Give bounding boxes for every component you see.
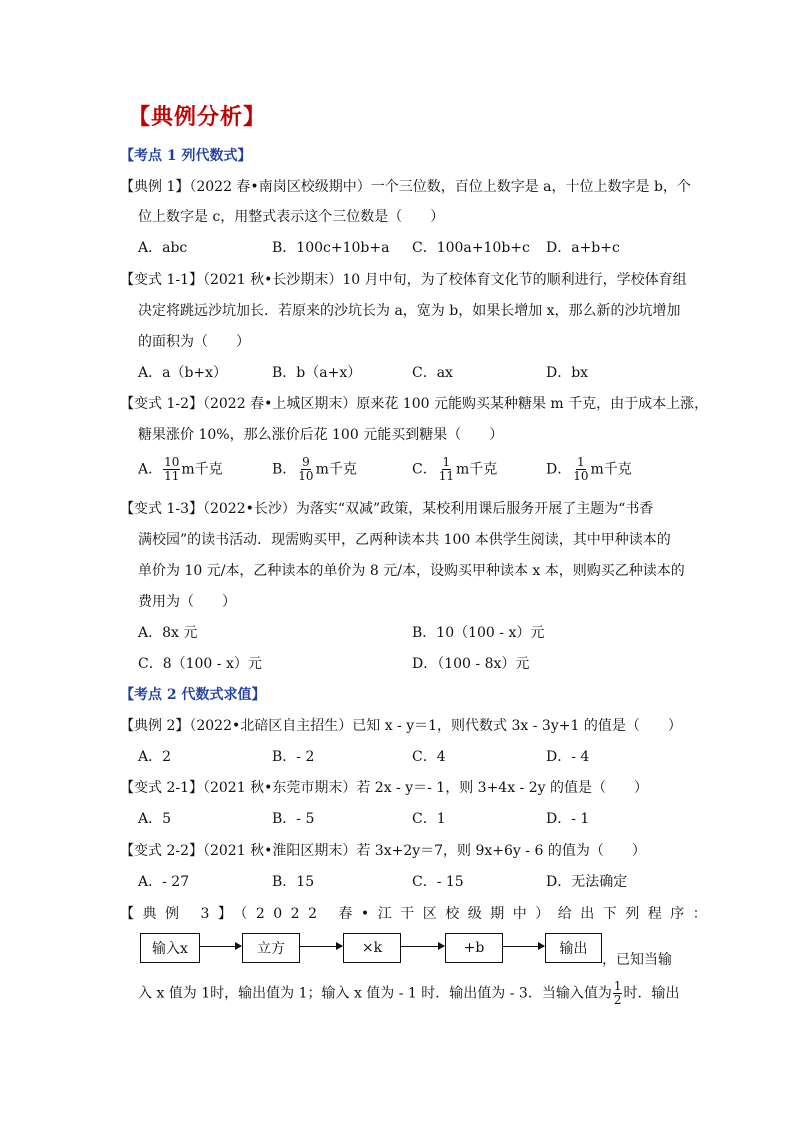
q2-line1: 【典例 2】（2022•北碚区自主招生）已知 x - y＝1，则代数式 3x - 3y+1 的值是（ ） xyxy=(120,718,682,734)
fraction-numerator: 1 xyxy=(613,979,622,993)
fraction-denominator: 2 xyxy=(613,993,622,1007)
section-title: 【典例分析】 xyxy=(128,104,267,130)
flow-box-output: 输出 xyxy=(545,933,602,963)
q22-option-c: C．- 15 xyxy=(412,874,464,890)
q12-a-prefix: A． xyxy=(138,461,163,478)
q21-option-d: D．- 1 xyxy=(546,811,590,827)
q11-line1: 【变式 1-1】（2021 秋•长沙期末）10 月中旬，为了校体育文化节的顺利进行，学校体育组 xyxy=(120,272,687,288)
q22-option-b: B．15 xyxy=(272,874,315,890)
q2-option-d: D．- 4 xyxy=(546,749,590,765)
topic-heading-1: 【考点 1 列代数式】 xyxy=(120,148,252,164)
q21-option-a: A．5 xyxy=(138,811,172,827)
fraction-numerator: 9 xyxy=(302,455,310,469)
q11-line3: 的面积为（ ） xyxy=(138,334,250,350)
topic-heading-2: 【考点 2 代数式求值】 xyxy=(120,687,266,703)
q13-option-d: D．（100 - 8x）元 xyxy=(412,656,530,672)
q1-line1: 【典例 1】（2022 春•南岗区校级期中）一个三位数，百位上数字是 a，十位上数字是 b，个 xyxy=(120,179,691,195)
q3-line2-text-b: 时．输出 xyxy=(623,985,680,1002)
q12-a-suffix: m千克 xyxy=(181,461,223,478)
q11-line2: 决定将跳远沙坑加长．若原来的沙坑长为 a，宽为 b，如果长增加 x，那么新的沙坑增加 xyxy=(138,303,681,319)
q22-line1: 【变式 2-2】（2021 秋•淮阳区期末）若 3x+2y＝7，则 9x+6y - 6 的值为（ ） xyxy=(120,843,646,859)
fraction-denominator: 11 xyxy=(164,469,180,483)
q13-line2: 满校园”的读书活动．现需购买甲，乙两种读本共 100 本供学生阅读，其中甲种读本的 xyxy=(138,532,671,548)
q13-line1: 【变式 1-3】（2022•长沙）为落实“双减”政策，某校利用课后服务开展了主题为“书香 xyxy=(120,501,654,517)
fraction xyxy=(297,456,314,483)
q1-line2: 位上数字是 c，用整式表示这个三位数是（ ） xyxy=(138,209,445,225)
q13-line4: 费用为（ ） xyxy=(138,594,236,610)
q3-line1: 【典例 3】（2022 春•江干区校级期中）给出下列程序： xyxy=(120,906,716,922)
q1-option-c: C．100a+10b+c xyxy=(412,240,530,256)
flow-arrow xyxy=(502,946,544,947)
q3-after-flow: ，已知当输 xyxy=(602,952,672,968)
q11-option-d: D．bx xyxy=(546,365,589,381)
q21-option-c: C．1 xyxy=(412,811,446,827)
flow-arrow xyxy=(299,946,342,947)
q12-option-a xyxy=(138,456,223,483)
fraction-numerator: 10 xyxy=(164,455,180,469)
q11-option-b: B．b（a+x） xyxy=(272,365,362,381)
fraction-numerator: 1 xyxy=(442,455,451,469)
q3-line2-text-a: 入 x 值为 1时，输出值为 1；输入 x 值为 - 1 时．输出值为 - 3．当输入值为 xyxy=(138,985,612,1002)
q12-line1: 【变式 1-2】（2022 春•上城区期末）原来花 100 元能购买某种糖果 m 千克，由于成本上涨， xyxy=(120,396,709,412)
flow-box-cube: 立方 xyxy=(242,933,300,963)
q1-option-b: B．100c+10b+a xyxy=(272,240,390,256)
flow-box-input: 输入x xyxy=(140,933,200,963)
q21-option-b: B．- 5 xyxy=(272,811,315,827)
q12-d-prefix: D． xyxy=(546,461,572,478)
q3-line2 xyxy=(138,980,679,1007)
q12-d-suffix: m千克 xyxy=(590,461,632,478)
q2-option-a: A．2 xyxy=(138,749,172,765)
q11-option-c: C．ax xyxy=(412,365,453,381)
q12-c-suffix: m千克 xyxy=(456,461,498,478)
q12-option-b xyxy=(272,456,357,483)
q13-option-b: B．10（100 - x）元 xyxy=(412,625,545,641)
q13-option-c: C．8（100 - x）元 xyxy=(138,656,262,672)
q11-option-a: A．a（b+x） xyxy=(138,365,228,381)
q13-line3: 单价为 10 元/本，乙种读本的单价为 8 元/本，设购买甲种读本 x 本，则购买乙种读本的 xyxy=(138,563,685,579)
q12-line2: 糖果涨价 10%，那么涨价后花 100 元能买到糖果（ ） xyxy=(138,427,504,443)
q12-option-c xyxy=(412,456,497,483)
fraction xyxy=(572,456,589,483)
q12-b-prefix: B． xyxy=(272,461,297,478)
q1-option-d: D．a+b+c xyxy=(546,240,620,256)
flow-arrow xyxy=(400,946,444,947)
fraction-numerator: 1 xyxy=(577,455,585,469)
fraction-denominator: 10 xyxy=(573,469,589,483)
flow-box-multiply-k: ×k xyxy=(343,933,401,963)
q12-c-prefix: C． xyxy=(412,461,437,478)
flow-box-add-b: +b xyxy=(445,933,503,963)
fraction-denominator: 10 xyxy=(298,469,314,483)
q22-option-d: D．无法确定 xyxy=(546,874,628,890)
fraction xyxy=(613,980,623,1007)
fraction xyxy=(163,456,180,483)
q21-line1: 【变式 2-1】（2021 秋•东莞市期末）若 2x - y＝- 1，则 3+4x - 2y 的值是（ ） xyxy=(120,780,648,796)
q1-option-a: A．abc xyxy=(138,240,188,256)
q22-option-a: A．- 27 xyxy=(138,874,190,890)
fraction-denominator: 11 xyxy=(438,469,454,483)
q2-option-c: C．4 xyxy=(412,749,446,765)
q2-option-b: B．- 2 xyxy=(272,749,315,765)
q12-option-d xyxy=(546,456,632,483)
flow-arrow xyxy=(199,946,241,947)
q13-option-a: A．8x 元 xyxy=(138,625,198,641)
q12-b-suffix: m千克 xyxy=(315,461,357,478)
fraction xyxy=(438,456,455,483)
